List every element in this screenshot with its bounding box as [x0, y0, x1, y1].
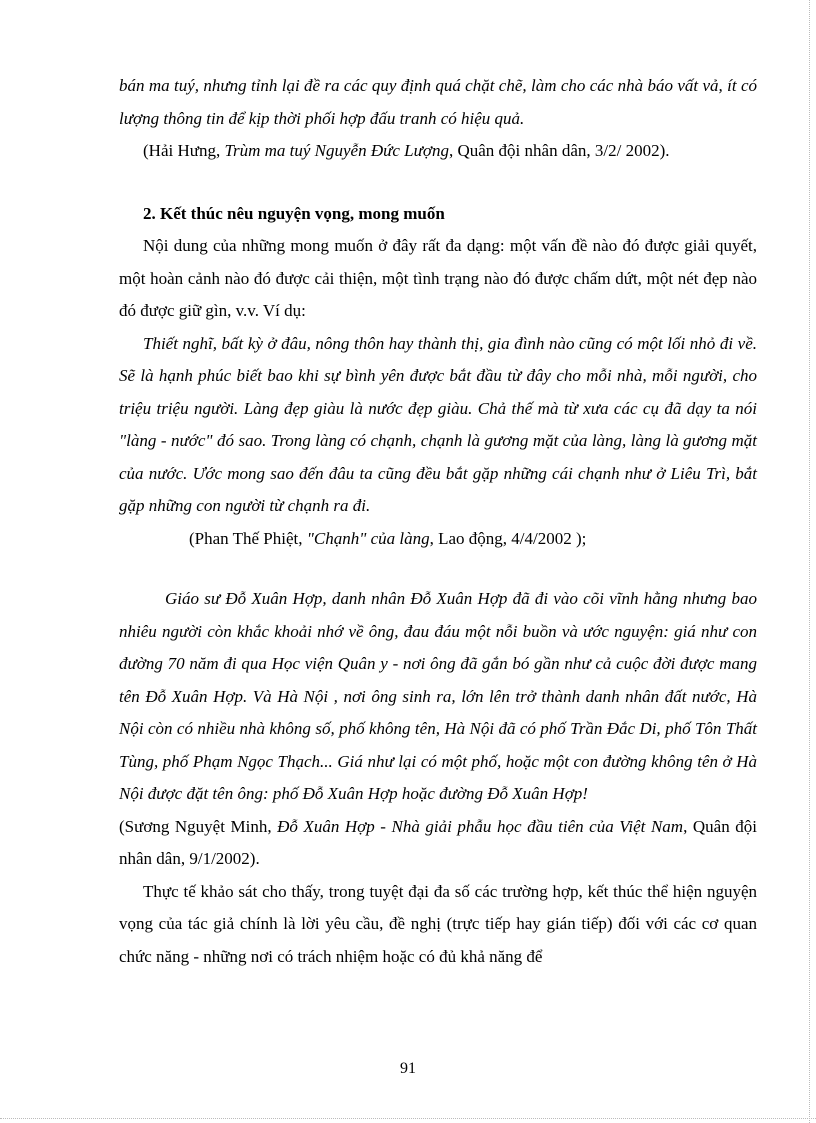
paragraph-gap — [119, 555, 757, 583]
document-body — [119, 70, 757, 973]
citation-3 — [119, 811, 757, 876]
quote-paragraph-3: Giáo sư Đỗ Xuân Hợp, danh nhân Đỗ Xuân Hợp đã đi vào cõi vĩnh hằng nhưng bao nhiêu người còn khắc khoải nhớ về ông, đau đáu một nỗi buồn và ước nguyện: giá như con đường 70 năm đi qua Học viện Quân y - nơi ông đã gắn bó gần như cả cuộc đời được mang tên Đỗ Xuân Hợp. Và Hà Nội , nơi ông sinh ra, lớn lên trở thành danh nhân đất nước, Hà Nội còn có nhiều nhà không số, phố không tên, Hà Nội đã có phố Trần Đắc Di, phố Tôn Thất Tùng, phố Phạm Ngọc Thạch... Giá như lại có một phố, hoặc một con đường không tên ở Hà Nội được đặt tên ông: phố Đỗ Xuân Hợp hoặc đường Đỗ Xuân Hợp! — [119, 589, 757, 803]
citation-1-title: Trùm ma tuý Nguyễn Đức Lượng — [224, 141, 449, 160]
citation-2-close: , Lao động, 4/4/2002 ); — [429, 528, 587, 548]
citation-3-close: , Quân đội nhân dân, 9/1/2002). — [119, 816, 757, 868]
citation-1-close: , Quân đội nhân dân, 3/2/ 2002). — [448, 141, 670, 160]
citation-2-open: (Phan Thế Phiệt, — [189, 528, 307, 548]
citation-3-title: Đỗ Xuân Hợp - Nhà giải phẫu học đầu tiên của Việt Nam — [277, 816, 684, 836]
quote-paragraph-1: bán ma tuý, nhưng tỉnh lại đề ra các quy định quá chặt chẽ, làm cho các nhà báo vất vả, ít có lượng thông tin để kịp thời phối hợp đấu tranh có hiệu quả. — [119, 76, 757, 128]
page-border-bottom — [0, 1118, 816, 1119]
section-heading: 2. Kết thúc nêu nguyện vọng, mong muốn — [143, 203, 445, 223]
citation-1 — [119, 135, 757, 168]
citation-2 — [119, 523, 757, 556]
citation-2-title: "Chạnh" của làng — [306, 528, 430, 548]
citation-1-open: (Hải Hưng, — [143, 141, 225, 160]
quote-paragraph-2: Thiết nghĩ, bất kỳ ở đâu, nông thôn hay thành thị, gia đình nào cũng có một lối nhỏ đi về. Sẽ là hạnh phúc biết bao khi sự bình yên được bắt đầu từ đây cho mỗi nhà, mỗi người, cho triệu triệu người. Làng đẹp giàu là nước đẹp giàu. Chả thế mà từ xưa các cụ đã dạy ta nói "làng - nước" đó sao. Trong làng có chạnh, chạnh là gương mặt của làng, làng là gương mặt của nước. Ước mong sao đến đâu ta cũng đều bắt gặp những cái chạnh như ở Liêu Trì, bắt gặp những con người từ chạnh ra đi. — [119, 333, 757, 515]
section-intro: Nội dung của những mong muốn ở đây rất đa dạng: một vấn đề nào đó được giải quyết, một hoàn cảnh nào đó được cải thiện, một tình trạng nào đó được chấm dứt, một nét đẹp nào đó được giữ gìn, v.v. Ví dụ: — [119, 236, 757, 320]
page-number: 91 — [400, 1060, 416, 1077]
closing-paragraph: Thực tế khảo sát cho thấy, trong tuyệt đại đa số các trường hợp, kết thúc thể hiện nguyện vọng của tác giả chính là lời yêu cầu, đề nghị (trực tiếp hay gián tiếp) đối với các cơ quan chức năng - những nơi có trách nhiệm hoặc có đủ khả năng để — [119, 881, 757, 966]
citation-3-open: (Sương Nguyệt Minh, — [119, 816, 278, 836]
page-border-right — [809, 0, 810, 1123]
